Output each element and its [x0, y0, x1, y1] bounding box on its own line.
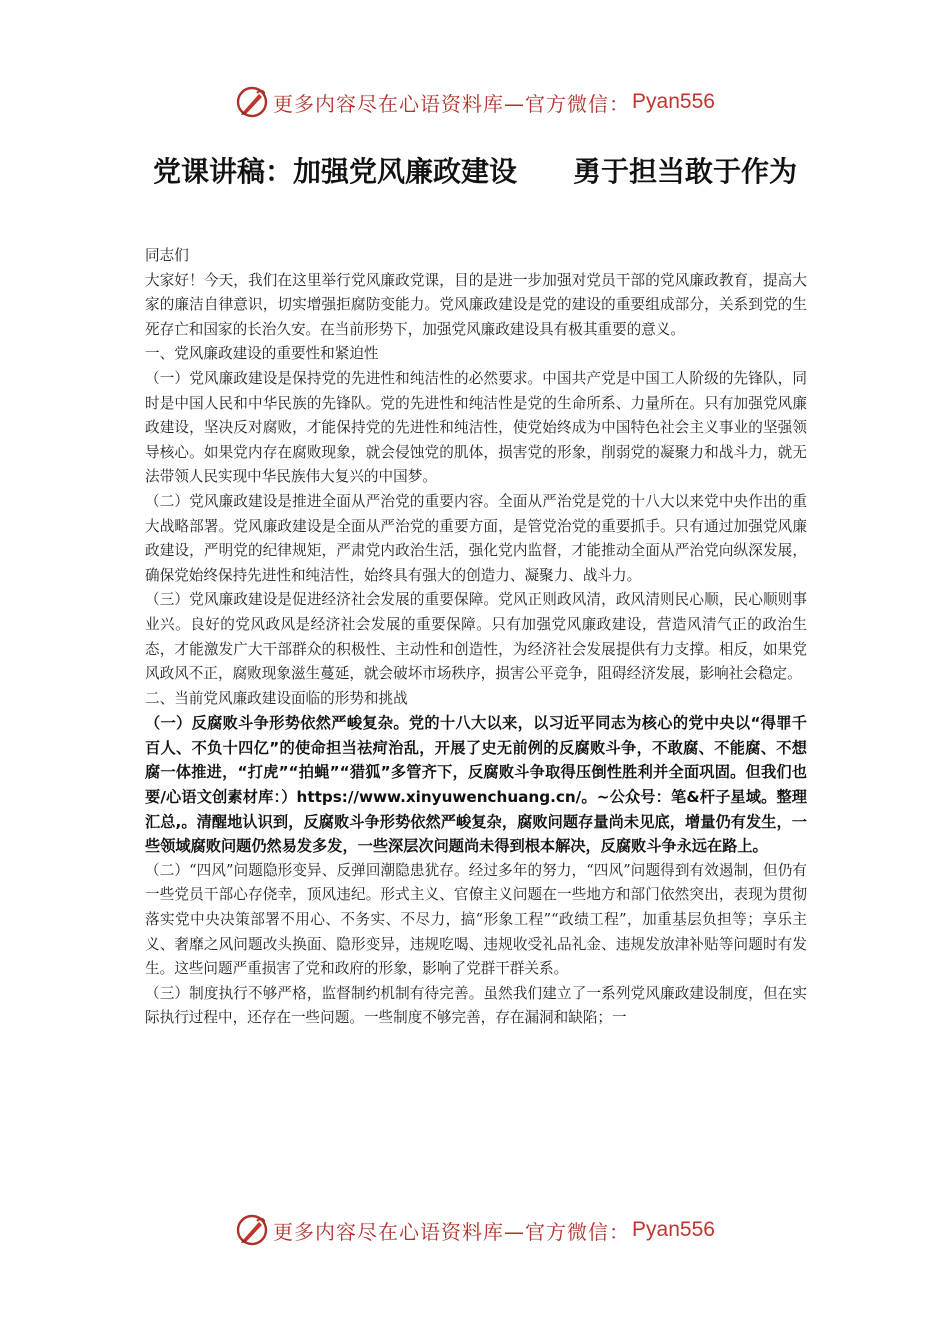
header-banner: [0, 82, 950, 122]
footer-banner: [0, 1210, 950, 1250]
banner-wechat-id: Pyan556: [632, 90, 715, 113]
banner-text: 更多内容尽在心语资料库—官方微信：: [273, 91, 631, 116]
paragraph-2-3: （三）制度执行不够严格，监督制约机制有待完善。虽然我们建立了一系列党风廉政建设制度，但在实际执行过程中，还存在一些问题。一些制度不够完善，存在漏洞和缺陷；一: [145, 984, 807, 1027]
paragraph-1-1: （一）党风廉政建设是保持党的先进性和纯洁性的必然要求。中国共产党是中国工人阶级的先锋队，同时是中国人民和中华民族的先锋队。党的先进性和纯洁性是党的生命所系、力量所在。只有加强党风廉政建设，坚决反对腐败，才能保持党的先进性和纯洁性，使党始终成为中国特色社会主义事业的坚强领导核心。如果党内存在腐败现象，就会侵蚀党的肌体，损害党的形象，削弱党的凝聚力和战斗力，就无法带领人民实现中华民族伟大复兴的中国梦。: [145, 369, 807, 486]
intro-paragraph: 大家好！今天，我们在这里举行党风廉政党课，目的是进一步加强对党员干部的党风廉政教育，提高大家的廉洁自律意识，切实增强拒腐防变能力。党风廉政建设是党的建设的重要组成部分，关系到党的生死存亡和国家的长治久安。在当前形势下，加强党风廉政建设具有极其重要的意义。: [145, 271, 807, 338]
document-title: 党课讲稿：加强党风廉政建设 勇于担当敢于作为: [152, 155, 797, 188]
salutation: 同志们: [145, 247, 189, 264]
pen-logo-icon: [235, 1213, 269, 1247]
paragraph-1-2: （二）党风廉政建设是推进全面从严治党的重要内容。全面从严治党是党的十八大以来党中央作出的重大战略部署。党风廉政建设是全面从严治党的重要方面，是管党治党的重要抓手。只有通过加强党风廉政建设，严明党的纪律规矩，严肃党内政治生活，强化党内监督，才能推动全面从严治党向纵深发展，确保党始终保持先进性和纯洁性，始终具有强大的创造力、凝聚力、战斗力。: [145, 492, 807, 584]
section-heading-2: 二、当前党风廉政建设面临的形势和挑战: [145, 689, 408, 707]
paragraph-2-1: （一）反腐败斗争形势依然严峻复杂。党的十八大以来，以习近平同志为核心的党中央以“得罪千百人、不负十四亿”的使命担当祛疴治乱，开展了史无前例的反腐败斗争，不敢腐、不能腐、不想腐一体推进，“打虎”“拍蝇”“猎狐”多管齐下，反腐败斗争取得压倒性胜利并全面巩固。但我们也要/心语文创素材库：）https://www.xinyuwenchuang.cn/。~公众号：笔&杆子星域。整理汇总,。清醒地认识到，反腐败斗争形势依然严峻复杂，腐败问题存量尚未见底，增量仍有发生，一些领域腐败问题仍然易发多发，一些深层次问题尚未得到根本解决，反腐败斗争永远在路上。: [145, 714, 807, 856]
paragraph-1-3: （三）党风廉政建设是促进经济社会发展的重要保障。党风正则政风清，政风清则民心顺，民心顺则事业兴。良好的党风政风是经济社会发展的重要保障。只有加强党风廉政建设，营造风清气正的政治生态，才能激发广大干部群众的积极性、主动性和创造性，为经济社会发展提供有力支撑。相反，如果党风政风不正，腐败现象滋生蔓延，就会破坏市场秩序，损害公平竞争，阻碍经济发展，影响社会稳定。: [145, 591, 807, 683]
banner-wechat-id: Pyan556: [632, 1218, 715, 1241]
document-body: [145, 244, 807, 1031]
section-heading-1: 一、党风廉政建设的重要性和紧迫性: [145, 345, 379, 363]
pen-logo-icon: [235, 85, 269, 119]
banner-text: 更多内容尽在心语资料库—官方微信：: [273, 1219, 631, 1244]
paragraph-2-2: （二）“四风”问题隐形变异、反弹回潮隐患犹存。经过多年的努力，“四风”问题得到有效遏制，但仍有一些党员干部心存侥幸，顶风违纪。形式主义、官僚主义问题在一些地方和部门依然突出，表现为贯彻落实党中央决策部署不用心、不务实、不尽力，搞“形象工程”“政绩工程”，加重基层负担等；享乐主义、奢靡之风问题改头换面、隐形变异，违规吃喝、违规收受礼品礼金、违规发放津补贴等问题时有发生。这些问题严重损害了党和政府的形象，影响了党群干群关系。: [145, 861, 807, 978]
